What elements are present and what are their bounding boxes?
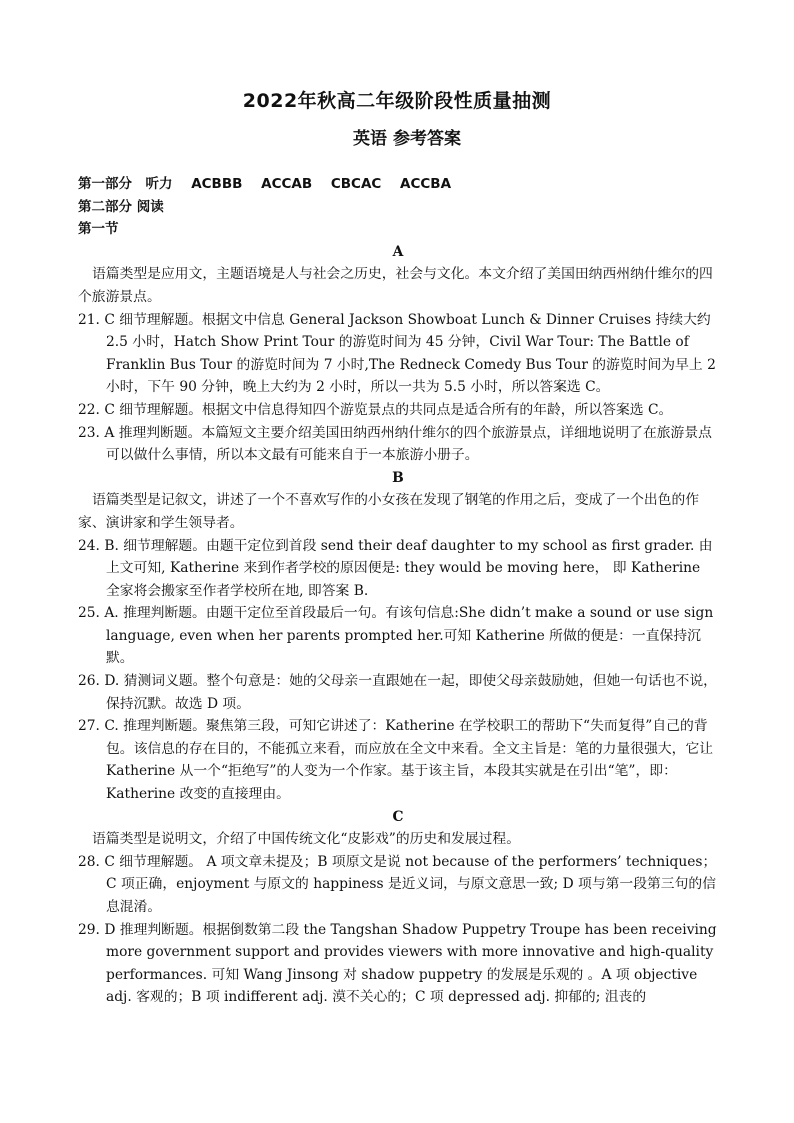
passage-a-heading: A: [392, 243, 404, 260]
passage-b-intro: 语篇类型是记叙文，讲述了一个不喜欢写作的小女孩在发现了钢笔的作用之后，变成了一个出色的作家、演讲家和学生领导者。: [78, 492, 700, 531]
listening-group-3: CBCAC: [330, 176, 382, 192]
part2-label: 第二部分 阅读: [78, 198, 164, 215]
answer-explanation: 推理判断题。本篇短文主要介绍美国田纳西州纳什维尔的四个旅游景点，详细地说明了在旅游景点可以做什么事情，所以本文最有可能来自于一本旅游小册子。: [106, 424, 712, 464]
page-title: 2022年秋高二年级阶段性质量抽测: [242, 90, 552, 112]
passage-c-heading: C: [392, 808, 404, 825]
page-subtitle: 英语 参考答案: [353, 129, 461, 149]
section1-label: 第一节: [78, 221, 119, 238]
answer-explanation: 推理判断题。由题干定位至首段最后一句。有该句信息:She didn’t make a sound or use sign language, even when her parents prompted her.可知 Katherine 所做的便是：一直保持沉默。: [106, 605, 714, 667]
passage-b-heading: B: [392, 469, 404, 486]
answer-number: 28. C: [78, 853, 115, 870]
answer-item-24: [78, 535, 718, 603]
answer-item-25: [78, 602, 718, 670]
answer-number: 21. C: [78, 311, 115, 328]
answer-item-29: [78, 919, 718, 1009]
answer-explanation: 推理判断题。根据倒数第二段 the Tangshan Shadow Puppetry Troupe has been receiving more government support and provides viewers with more innovative and high-quality performances. 可知 Wang Jinsong 对 shadow puppetry 的发展是乐观的 。A 项 objective adj. 客观的；B 项 indifferent adj. 漠不关心的；C 项 depressed adj. 抑郁的; 沮丧的: [106, 921, 717, 1006]
answer-explanation: 推理判断题。聚焦第三段，可知它讲述了：Katherine 在学校职工的帮助下“失而复得”自己的背包。该信息的存在目的，不能孤立来看，而应放在全文中来看。全文主旨是：笔的力量很强大，它让 Katherine 从一个“拒绝写”的人变为一个作家。基于该主旨，本段其实就是在引出“笔”，即：Katherine 改变的直接理由。: [106, 718, 714, 803]
answer-explanation: 细节理解题。 A 项文章未提及；B 项原文是说 not because of the performers’ techniques；C 项正确，enjoyment 与原文的 happiness 是近义词，与原文意思一致; D 项与第一段第三句的信息混淆。: [106, 853, 717, 915]
answer-explanation: 细节理解题。由题干定位到首段 send their deaf daughter to my school as first grader. 由上文可知, Katherine 来到作者学校的原因便是: they would be moving here， 即 Katherine 全家将会搬家至作者学校所在地, 即答案 B.: [106, 537, 713, 599]
listening-group-2: ACCAB: [261, 176, 313, 192]
answer-number: 26. D.: [78, 673, 120, 690]
answer-explanation: 猜测词义题。整个句意是：她的父母亲一直跟她在一起，即使父母亲鼓励她，但她一句话也不说，保持沉默。故选 D 项。: [106, 673, 717, 712]
answer-item-27: [78, 715, 718, 805]
part1-label: 第一部分 听力: [78, 176, 173, 192]
listening-group-1: ACBBB: [191, 176, 243, 192]
passage-c-intro: 语篇类型是说明文，介绍了中国传统文化“皮影戏”的历史和发展过程。: [92, 831, 521, 848]
answer-item-22: [78, 399, 718, 422]
passage-a-intro: 语篇类型是应用文，主题语境是人与社会之历史，社会与文化。本文介绍了美国田纳西州纳什维尔的四个旅游景点。: [78, 266, 713, 305]
answer-number: 25. A.: [78, 605, 119, 622]
listening-answers: [78, 173, 718, 196]
answer-number: 23. A: [78, 424, 115, 441]
answer-item-23: [78, 422, 718, 467]
listening-group-4: ACCBA: [400, 176, 452, 192]
answer-number: 27. C.: [78, 718, 119, 735]
answer-explanation: 细节理解题。根据文中信息 General Jackson Showboat Lunch & Dinner Cruises 持续大约 2.5 小时，Hatch Show Print Tour 的游览时间为 45 分钟，Civil War Tour: The Battle of Franklin Bus Tour 的游览时间为 7 小时,The Redneck Comedy Bus Tour 的游览时间为早上 2 小时，下午 90 分钟，晚上大约为 2 小时，所以一共为 5.5 小时，所以答案选 C。: [106, 311, 716, 396]
answer-item-28: [78, 851, 718, 919]
answer-explanation: 细节理解题。根据文中信息得知四个游览景点的共同点是适合所有的年龄，所以答案选 C。: [119, 401, 673, 418]
answer-item-26: [78, 670, 718, 715]
answer-number: 22. C: [78, 401, 115, 418]
answer-item-21: [78, 309, 718, 399]
answer-number: 24. B.: [78, 537, 119, 554]
answer-number: 29. D: [78, 921, 116, 938]
answer-content: [78, 173, 718, 1009]
